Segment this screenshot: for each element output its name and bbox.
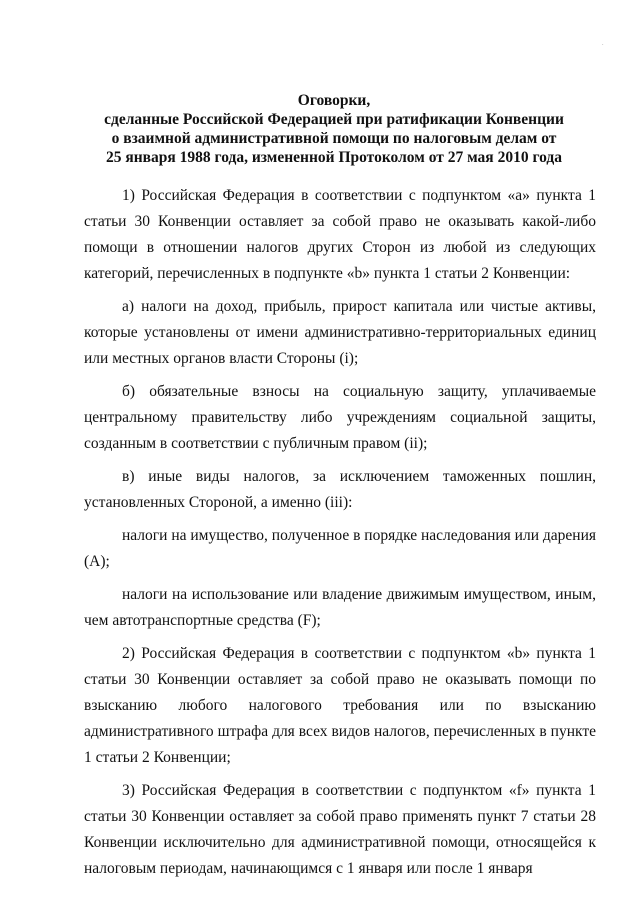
title-line: 25 января 1988 года, измененной Протоколом от 27 мая 2010 года bbox=[105, 149, 562, 166]
document-title bbox=[60, 91, 608, 167]
paragraph-inheritance-tax: налоги на имущество, полученное в порядке наследования или дарения (А); bbox=[84, 527, 596, 570]
paragraph-reservation-1: 1) Российская Федерация в соответствии с подпунктом «а» пункта 1 статьи 30 Конвенции оставляет за собой право не оказывать какой-либо помощи в отношении налогов других Сторон из любой из следующих категорий, перечисленных в подпункте «b» пункта 1 статьи 2 Конвенции: bbox=[84, 187, 596, 282]
corner-mark: · bbox=[601, 40, 604, 49]
paragraph-reservation-3: 3) Российская Федерация в соответствии с подпунктом «f» пункта 1 статьи 30 Конвенции оставляет за собой право применять пункт 7 статьи 28 Конвенции исключительно для административной помощи, относящейся к налоговым периодам, начинающимся с 1 января или после 1 января bbox=[84, 782, 596, 877]
paragraph-item-a: а) налоги на доход, прибыль, прирост капитала или чистые активы, которые установлены от имени административно-территориальных единиц или местных органов власти Стороны (i); bbox=[84, 298, 596, 367]
title-line: Оговорки, bbox=[297, 92, 371, 109]
title-line: сделанные Российской Федерацией при ратификации Конвенции bbox=[104, 111, 564, 128]
document-body bbox=[84, 183, 596, 882]
paragraph-item-b: б) обязательные взносы на социальную защиту, уплачиваемые центральному правительству либо учреждениям социальной защиты, созданным в соответствии с публичным правом (ii); bbox=[84, 383, 596, 452]
paragraph-movable-property-tax: налоги на использование или владение движимым имуществом, иным, чем автотранспортные средства (F); bbox=[84, 586, 596, 629]
title-line: о взаимной административной помощи по налоговым делам от bbox=[111, 130, 557, 147]
paragraph-item-v: в) иные виды налогов, за исключением таможенных пошлин, установленных Стороной, а именно (iii): bbox=[84, 468, 596, 511]
paragraph-reservation-2: 2) Российская Федерация в соответствии с подпунктом «b» пункта 1 статьи 30 Конвенции оставляет за собой право не оказывать помощи по взысканию любого налогового требования или по взысканию административного штрафа для всех видов налогов, перечисленных в пункте 1 статьи 2 Конвенции; bbox=[84, 645, 596, 766]
